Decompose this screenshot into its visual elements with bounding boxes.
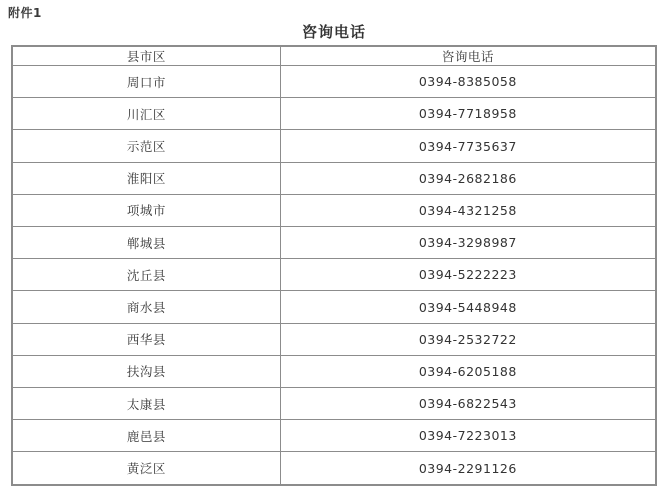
district-cell: 商水县 [12,291,280,323]
table-row [12,259,656,291]
phone-cell: 0394-2291126 [280,452,656,485]
district-cell: 鹿邑县 [12,420,280,452]
table-header-row [12,46,656,66]
phone-cell: 0394-4321258 [280,194,656,226]
table-row [12,420,656,452]
table-row [12,323,656,355]
phone-cell: 0394-6822543 [280,388,656,420]
page-title: 咨询电话 [301,23,366,41]
phone-cell: 0394-5222223 [280,259,656,291]
attachment-label: 附件1 [8,6,42,20]
district-cell: 黄泛区 [12,452,280,485]
district-cell: 示范区 [12,130,280,162]
phone-cell: 0394-5448948 [280,291,656,323]
table-row [12,452,656,485]
column-header-district: 县市区 [12,46,280,66]
phone-table [11,45,657,486]
phone-cell: 0394-7735637 [280,130,656,162]
phone-cell: 0394-8385058 [280,66,656,98]
district-cell: 川汇区 [12,98,280,130]
phone-cell: 0394-6205188 [280,355,656,387]
phone-cell: 0394-2682186 [280,162,656,194]
district-cell: 郸城县 [12,227,280,259]
district-cell: 太康县 [12,388,280,420]
table-row [12,227,656,259]
table-row [12,130,656,162]
table-row [12,162,656,194]
table-row [12,66,656,98]
column-header-phone: 咨询电话 [280,46,656,66]
phone-cell: 0394-7718958 [280,98,656,130]
district-cell: 淮阳区 [12,162,280,194]
district-cell: 西华县 [12,323,280,355]
table-row [12,98,656,130]
district-cell: 沈丘县 [12,259,280,291]
district-cell: 项城市 [12,194,280,226]
phone-cell: 0394-7223013 [280,420,656,452]
phone-cell: 0394-2532722 [280,323,656,355]
table-row [12,291,656,323]
table-row [12,355,656,387]
table-row [12,194,656,226]
phone-cell: 0394-3298987 [280,227,656,259]
district-cell: 扶沟县 [12,355,280,387]
district-cell: 周口市 [12,66,280,98]
table-row [12,388,656,420]
